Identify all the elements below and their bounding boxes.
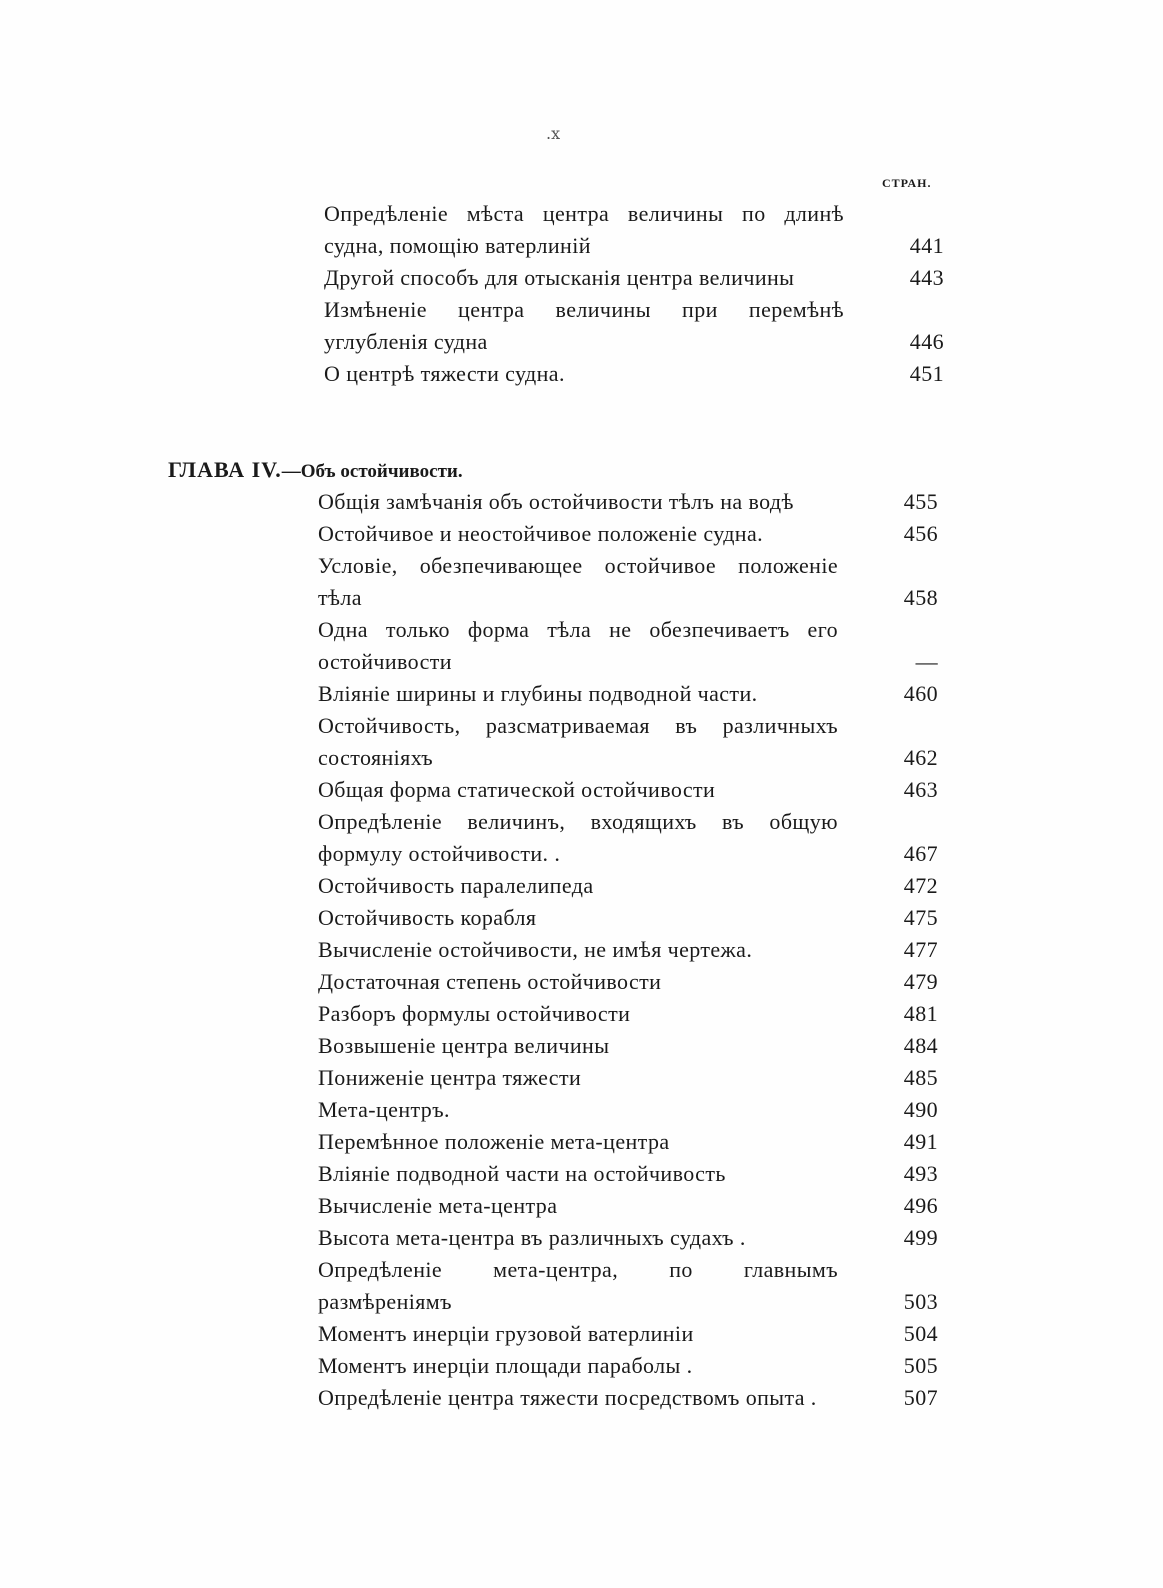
- toc-entry-page: 505: [903, 1353, 938, 1378]
- toc-entry-text: Мета-центръ.: [318, 1097, 450, 1122]
- toc-entry: [318, 934, 938, 966]
- toc-entry: [318, 1350, 938, 1382]
- toc-entry-page: 507: [903, 1385, 938, 1410]
- toc-entry: [318, 1190, 938, 1222]
- toc-entry-text: Достаточная степень остойчивости: [318, 969, 662, 994]
- toc-entry-text: Возвышеніе центра величины: [318, 1033, 610, 1058]
- page-number: .x: [546, 124, 561, 143]
- toc-entry-page: 485: [903, 1065, 938, 1090]
- toc-entry-page: 477: [903, 937, 938, 962]
- toc-entry-page: 493: [903, 1161, 938, 1186]
- toc-entry: [318, 486, 938, 518]
- chapter-label: ГЛАВА IV.: [168, 457, 282, 482]
- toc-entry-text: Опредѣленіе мѣста центра величины по длинѣ судна, помощію ватерлиній: [324, 201, 844, 258]
- toc-entry: [324, 262, 944, 294]
- toc-entry-text: Опредѣленіе центра тяжести посредствомъ опыта .: [318, 1385, 817, 1410]
- toc-entry-page: 472: [903, 873, 938, 898]
- toc-entry-page: 458: [903, 585, 938, 610]
- toc-entry-page: 467: [903, 841, 938, 866]
- toc-entry: [324, 198, 944, 262]
- toc-entry-page: 455: [903, 489, 938, 514]
- toc-entry: [324, 294, 944, 358]
- toc-entry-text: Моментъ инерціи грузовой ватерлиніи: [318, 1321, 694, 1346]
- toc-entry: [318, 1254, 938, 1318]
- toc-entry-page: 456: [903, 521, 938, 546]
- toc-entry: [318, 614, 938, 678]
- toc-entry: [318, 966, 938, 998]
- toc-entry-text: Вычисленіе мета-центра: [318, 1193, 558, 1218]
- toc-entry-text: Другой способъ для отысканія центра величины: [324, 265, 795, 290]
- toc-entry-page: 491: [903, 1129, 938, 1154]
- chapter-heading: [168, 454, 463, 488]
- toc-entry-page: 490: [903, 1097, 938, 1122]
- toc-entry-text: Остойчивость паралелипеда: [318, 873, 594, 898]
- toc-entry-page: 441: [909, 233, 944, 258]
- toc-entry: [318, 1030, 938, 1062]
- toc-entry-page: 443: [909, 265, 944, 290]
- toc-entry-page: 499: [903, 1225, 938, 1250]
- toc-entry-text: Моментъ инерціи площади параболы .: [318, 1353, 693, 1378]
- toc-entry: [318, 1126, 938, 1158]
- toc-entry-text: Вліяніе ширины и глубины подводной части.: [318, 681, 758, 706]
- toc-entry-text: Вычисленіе остойчивости, не имѣя чертежа.: [318, 937, 753, 962]
- toc-entry-page: 462: [903, 745, 938, 770]
- toc-entry-page: 481: [903, 1001, 938, 1026]
- toc-entry-page: 463: [903, 777, 938, 802]
- toc-entry-text: Опредѣленіе мета-центра, по главнымъ размѣреніямъ: [318, 1257, 838, 1314]
- toc-entry: [318, 1062, 938, 1094]
- toc-entry-page: 446: [909, 329, 944, 354]
- toc-section-2: [318, 486, 938, 1414]
- toc-entry-text: Остойчивое и неостойчивое положеніе судна.: [318, 521, 764, 546]
- toc-entry: [318, 1382, 938, 1414]
- toc-entry: [318, 678, 938, 710]
- toc-entry-text: Опредѣленіе величинъ, входящихъ въ общую формулу остойчивости. .: [318, 809, 838, 866]
- toc-entry-text: Пониженіе центра тяжести: [318, 1065, 582, 1090]
- toc-entry-text: Общія замѣчанія объ остойчивости тѣлъ на водѣ: [318, 489, 794, 514]
- toc-entry-text: Измѣненіе центра величины при перемѣнѣ углубленія судна: [324, 297, 844, 354]
- toc-entry-text: Условіе, обезпечивающее остойчивое положеніе тѣла: [318, 553, 838, 610]
- toc-entry-page: 504: [903, 1321, 938, 1346]
- toc-entry-text: Одна только форма тѣла не обезпечиваетъ его остойчивости: [318, 617, 838, 674]
- toc-entry: [318, 710, 938, 774]
- toc-entry-page: 484: [903, 1033, 938, 1058]
- toc-entry: [318, 998, 938, 1030]
- toc-entry: [318, 1222, 938, 1254]
- toc-entry-page: 460: [903, 681, 938, 706]
- toc-entry: [318, 1158, 938, 1190]
- toc-entry-page: 496: [903, 1193, 938, 1218]
- toc-entry-text: О центрѣ тяжести судна.: [324, 361, 565, 386]
- chapter-title: —Объ остойчивости.: [281, 461, 463, 482]
- toc-entry-page: 475: [903, 905, 938, 930]
- toc-entry-text: Общая форма статической остойчивости: [318, 777, 716, 802]
- toc-entry: [318, 870, 938, 902]
- toc-entry: [318, 550, 938, 614]
- toc-entry-page: 503: [903, 1289, 938, 1314]
- toc-entry-page: 451: [909, 361, 944, 386]
- toc-entry-page: 479: [903, 969, 938, 994]
- toc-entry-page: —: [915, 649, 938, 674]
- toc-entry: [318, 1318, 938, 1350]
- toc-entry: [318, 518, 938, 550]
- toc-entry: [318, 774, 938, 806]
- toc-entry-text: Остойчивость корабля: [318, 905, 537, 930]
- toc-entry-text: Разборъ формулы остойчивости: [318, 1001, 631, 1026]
- toc-entry-text: Высота мета-центра въ различныхъ судахъ .: [318, 1225, 746, 1250]
- toc-entry-text: Вліяніе подводной части на остойчивость: [318, 1161, 726, 1186]
- toc-entry: [318, 902, 938, 934]
- toc-entry: [324, 358, 944, 390]
- toc-entry-text: Остойчивость, разсматриваемая въ различныхъ состояніяхъ: [318, 713, 838, 770]
- toc-entry: [318, 806, 938, 870]
- page-column-header: СТРАН.: [882, 176, 932, 190]
- toc-entry-text: Перемѣнное положеніе мета-центра: [318, 1129, 670, 1154]
- toc-entry: [318, 1094, 938, 1126]
- toc-section-1: [324, 198, 944, 390]
